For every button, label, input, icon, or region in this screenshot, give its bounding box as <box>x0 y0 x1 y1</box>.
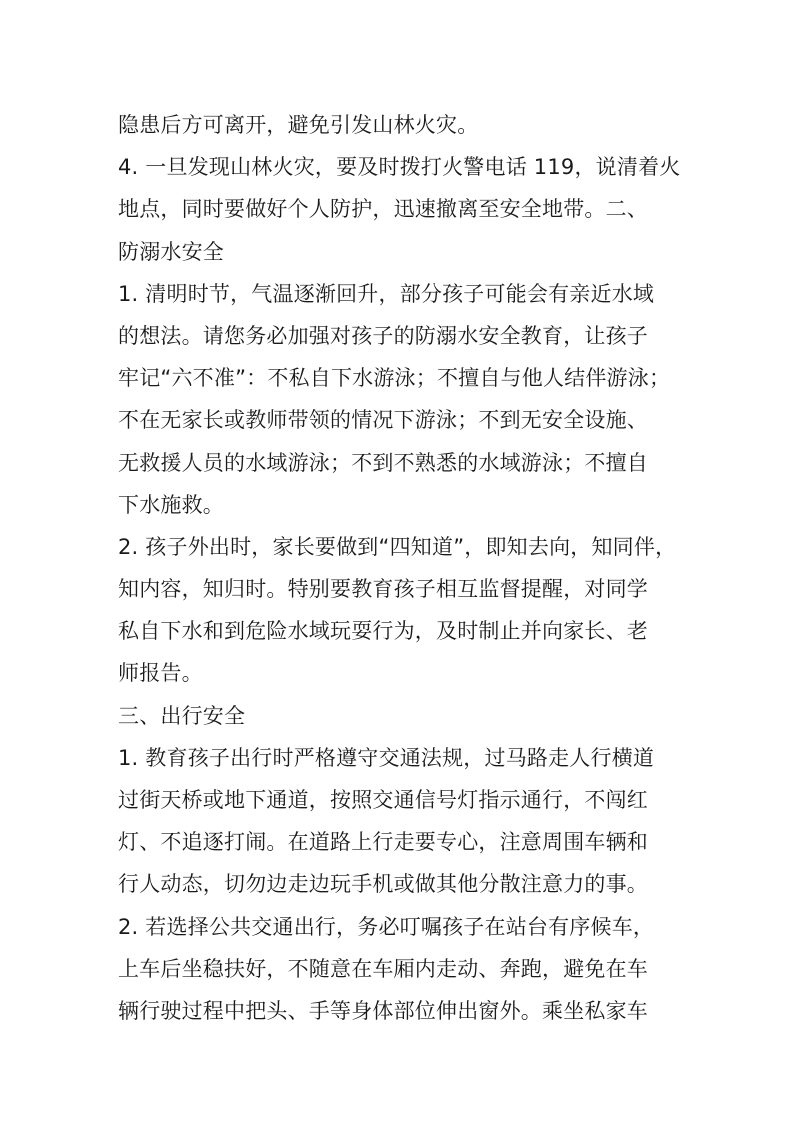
text-line: 4. 一旦发现山林火灾，要及时拨打火警电话 119，说清着火 <box>118 155 681 180</box>
text-line: 2. 孩子外出时，家长要做到“四知道”，即知去向，知同伴， <box>118 534 677 559</box>
text-line: 上车后坐稳扶好，不随意在车厢内走动、奔跑，避免在车 <box>118 956 648 981</box>
text-line: 牢记“六不准”：不私自下水游泳；不擅自与他人结伴游泳； <box>118 366 671 391</box>
text-line: 行人动态，切勿边走边玩手机或做其他分散注意力的事。 <box>118 872 648 897</box>
text-line: 地点，同时要做好个人防护，迅速撤离至安全地带。二、 <box>118 197 648 222</box>
section-heading: 三、出行安全 <box>118 703 246 728</box>
text-line: 1. 清明时节，气温逐渐回升，部分孩子可能会有亲近水域 <box>118 281 655 306</box>
document-body <box>118 104 693 1032</box>
text-line: 2. 若选择公共交通出行，务必叮嘱孩子在站台有序候车， <box>118 914 655 939</box>
text-line: 防溺水安全 <box>118 239 224 264</box>
text-line: 不在无家长或教师带领的情况下游泳；不到无安全设施、 <box>118 408 648 433</box>
text-line: 隐患后方可离开，避免引发山林火灾。 <box>118 113 479 137</box>
text-line: 1. 教育孩子出行时严格遵守交通法规，过马路走人行横道 <box>118 745 655 770</box>
text-line: 知内容，知归时。特别要教育孩子相互监督提醒，对同学 <box>118 577 648 602</box>
text-line: 灯、不追逐打闹。在道路上行走要专心，注意周围车辆和 <box>118 830 648 855</box>
text-line: 无救援人员的水域游泳；不到不熟悉的水域游泳；不擅自 <box>118 450 648 475</box>
text-line: 过街天桥或地下通道，按照交通信号灯指示通行，不闯红 <box>118 788 648 812</box>
text-line: 师报告。 <box>118 661 203 686</box>
text-line: 下水施救。 <box>118 492 224 517</box>
text-line: 辆行驶过程中把头、手等身体部位伸出窗外。乘坐私家车 <box>118 998 648 1023</box>
text-line: 私自下水和到危险水域玩耍行为，及时制止并向家长、老 <box>118 619 648 644</box>
text-line: 的想法。请您务必加强对孩子的防溺水安全教育，让孩子 <box>118 323 648 348</box>
